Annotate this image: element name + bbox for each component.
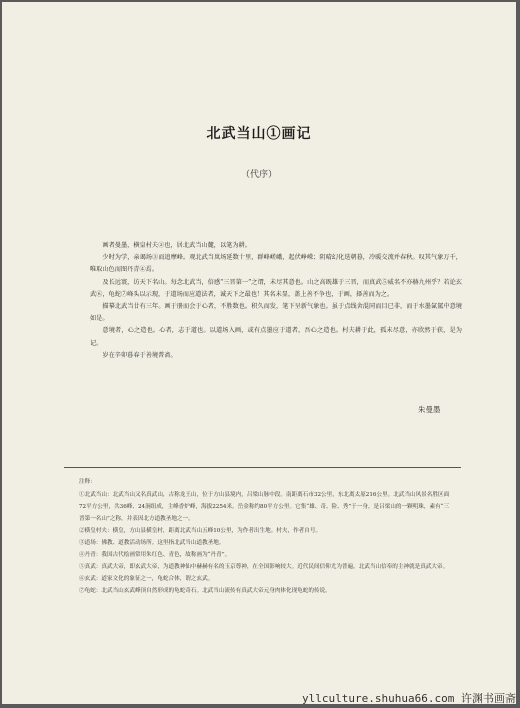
watermark-text: yllculture.shuhua66.com 许渊书画斋: [302, 692, 516, 705]
paragraph: 意境者，心之造也。心者，志于道也。以道场入画，或有点墨应于道者，吾心之造也。村夫耕于此，孤未尽意，亦欣然于获，是为记。: [90, 327, 462, 347]
footnote-item: ⑦龟蛇：北武当山玄武峰顶自然形成的龟蛇奇石。北武当山流传有真武大帝元身肉体化现龟蛇的传说。: [79, 588, 331, 594]
paragraph: 岁在辛卯暮春于善境普斋。: [102, 351, 177, 359]
footnotes-title: 注释：: [79, 479, 96, 485]
page-title: 北武当山①画记: [206, 126, 312, 142]
page-subtitle: （代序）: [240, 170, 277, 180]
paragraph: 少时为学，亲谒场③而追摩峰。观北武当岚场延数十里，群峰嵯峨，起伏峥嵘；阴晴幻化迭朝暮，冷暖交流并春秋。叹其气象万千，唯取山色而图丹青④焉。: [90, 254, 462, 274]
paragraph: 描摹北武当廿有三年。画于册而会于心者，不胜数也。积久而发，笔下呈新气象也。虽于点线舍混同而目已非，而于水墨氤氲中意境如是。: [90, 303, 462, 323]
paragraph: 画者曼墨，横皇村夫②也，居北武当山麓，以笔为耕。: [102, 242, 251, 249]
author-signature: 朱曼墨: [418, 405, 441, 414]
footnote-item: ②横皇村夫：横皇，方山县横皇村，距离北武当山五峰10公里，为作者出生地。村夫，作者自号。: [79, 528, 322, 534]
footnote-item: ⑤真武：真武大帝，即玄武大帝，为道教神仙中赫赫有名的玉京尊神，在全国影响较大。近代民间信仰尤为普遍。北武当山信奉的主神就是真武大帝。: [79, 564, 449, 570]
footnote-item: ④丹青：我国古代绘画常用朱红色、青色，故称画为“丹青”。: [79, 552, 231, 558]
footnotes: [79, 476, 454, 597]
footnote-divider: [64, 467, 461, 468]
footnote-item: ①北武当山：北武当山又名真武山，古称龙王山，位于方山县境内，吕梁山脉中段。南距离石市32公里，东北离太原216公里。北武当山风景名胜区面72平方公里，共36峰、24涧组成，主峰香炉峰，海拔2254米。岳金称约80平方公里。它集“雄、奇、险、秀”于一身，是吕梁山的一颗明珠，素有“三晋第一名山”之称，并表因北方道教圣地之一。: [79, 492, 450, 522]
footnote-item: ③道场：佛教、道教活动场所。这里指北武当山道教圣地。: [79, 540, 225, 546]
footnote-item: ⑥玄武：道家文化的象征之一，龟蛇合体，谓之玄武。: [79, 576, 214, 582]
body-text: [90, 240, 462, 362]
book-page: [2, 2, 516, 704]
paragraph: 及长远寰，访天下名山。每念北武当，倍感“三晋第一”之谓，未尽其意也。山之高既雄于三晋，而真武⑤威名不亦赫九州乎？若论玄武⑥，龟蛇⑦峰头以示现，于道场而应道法者，诚天下之最也！其名未显，盖上善不争也，于画，择善而为之。: [90, 278, 462, 298]
